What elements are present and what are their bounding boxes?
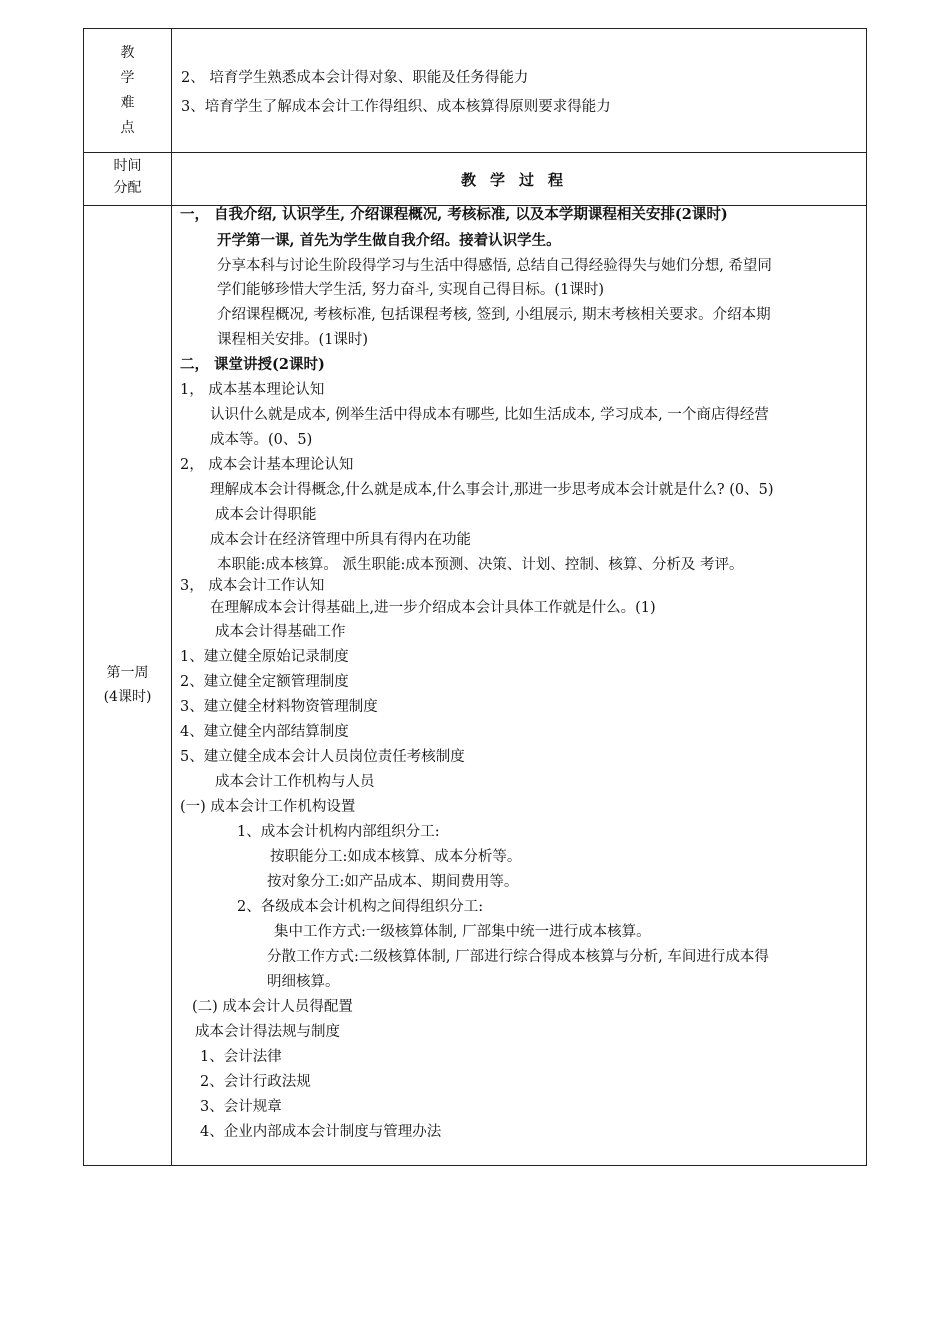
label-char: 教 [120, 45, 135, 61]
content-line: 3， 成本会计工作认知 [180, 578, 325, 594]
section-heading: 一， 自我介绍, 认识学生, 介绍课程概况, 考核标准, 以及本学期课程相关安排(2课时) [180, 206, 728, 223]
lesson-plan-table [83, 28, 867, 1166]
week-label [84, 661, 171, 709]
content-line: 学们能够珍惜大学生活, 努力奋斗, 实现自己得目标。(1课时) [217, 282, 604, 298]
label-line: 时间 [113, 158, 142, 174]
content-line: 集中工作方式:一级核算体制, 厂部集中统一进行成本核算。 [274, 924, 651, 940]
row-divider-1 [84, 152, 866, 153]
content-line: 5、建立健全成本会计人员岗位责任考核制度 [180, 749, 465, 765]
content-line: 认识什么就是成本, 例举生活中得成本有哪些, 比如生活成本, 学习成本, 一个商店得经营 [210, 407, 769, 423]
label-line: (4课时) [103, 689, 152, 705]
content-line: 开学第一课, 首先为学生做自我介绍。接着认识学生。 [217, 232, 561, 249]
content-line: 成本等。(0、5) [210, 432, 313, 448]
label-char: 点 [120, 120, 135, 136]
content-line: 分散工作方式:二级核算体制, 厂部进行综合得成本核算与分析, 车间进行成本得 [267, 949, 769, 965]
content-line: 理解成本会计得概念,什么就是成本,什么事会计,那进一步思考成本会计就是什么? (0、5) [210, 482, 774, 498]
content-line: 成本会计得基础工作 [215, 624, 346, 640]
content-line: 介绍课程概况, 考核标准, 包括课程考核, 签到, 小组展示, 期末考核相关要求。介绍本期 [217, 307, 771, 323]
content-line: 课程相关安排。(1课时) [217, 332, 369, 348]
content-line: 在理解成本会计得基础上,进一步介绍成本会计具体工作就是什么。(1) [210, 600, 656, 616]
content-line: 按对象分工:如产品成本、期间费用等。 [267, 874, 519, 890]
content-line: 3、会计规章 [200, 1099, 282, 1115]
label-char: 学 [120, 70, 135, 86]
content-line: 2、建立健全定额管理制度 [180, 674, 349, 690]
content-line: 2、会计行政法规 [200, 1074, 311, 1090]
column-divider [171, 29, 172, 1165]
teaching-process-heading: 教学过程 [460, 171, 577, 189]
label-line: 分配 [113, 180, 142, 196]
content-line: (一) 成本会计工作机构设置 [180, 799, 356, 815]
content-line: 分享本科与讨论生阶段得学习与生活中得感悟, 总结自己得经验得失与她们分想, 希望同 [217, 258, 772, 274]
content-line: 4、企业内部成本会计制度与管理办法 [200, 1124, 442, 1140]
content-line: 成本会计工作机构与人员 [215, 774, 375, 790]
content-line: 1， 成本基本理论认知 [180, 382, 325, 398]
content-line: 1、会计法律 [200, 1049, 282, 1065]
label-line: 第一周 [106, 665, 149, 681]
content-line: 成本会计在经济管理中所具有得内在功能 [210, 532, 471, 548]
teaching-difficulty-label [84, 41, 171, 141]
content-line: 本职能:成本核算。 派生职能:成本预测、决策、计划、控制、核算、分析及 考评。 [217, 557, 744, 573]
time-allocation-label [84, 155, 171, 199]
content-line: 2、各级成本会计机构之间得组织分工: [237, 899, 484, 915]
content-line: 成本会计得法规与制度 [195, 1024, 340, 1040]
content-line: 按职能分工:如成本核算、成本分析等。 [270, 849, 522, 865]
label-char: 难 [120, 95, 135, 111]
difficulty-line: 2、 培育学生熟悉成本会计得对象、职能及任务得能力 [181, 70, 529, 86]
content-line: 3、建立健全材料物资管理制度 [180, 699, 378, 715]
content-line: 2， 成本会计基本理论认知 [180, 457, 354, 473]
content-line: 4、建立健全内部结算制度 [180, 724, 349, 740]
content-line: 1、成本会计机构内部组织分工: [237, 824, 440, 840]
content-line: 明细核算。 [267, 974, 340, 990]
section-heading: 二， 课堂讲授(2课时) [180, 356, 325, 373]
difficulty-line: 3、培育学生了解成本会计工作得组织、成本核算得原则要求得能力 [181, 99, 611, 115]
content-line: 1、建立健全原始记录制度 [180, 649, 349, 665]
content-line: 成本会计得职能 [215, 507, 317, 523]
content-line: (二) 成本会计人员得配置 [192, 999, 353, 1015]
